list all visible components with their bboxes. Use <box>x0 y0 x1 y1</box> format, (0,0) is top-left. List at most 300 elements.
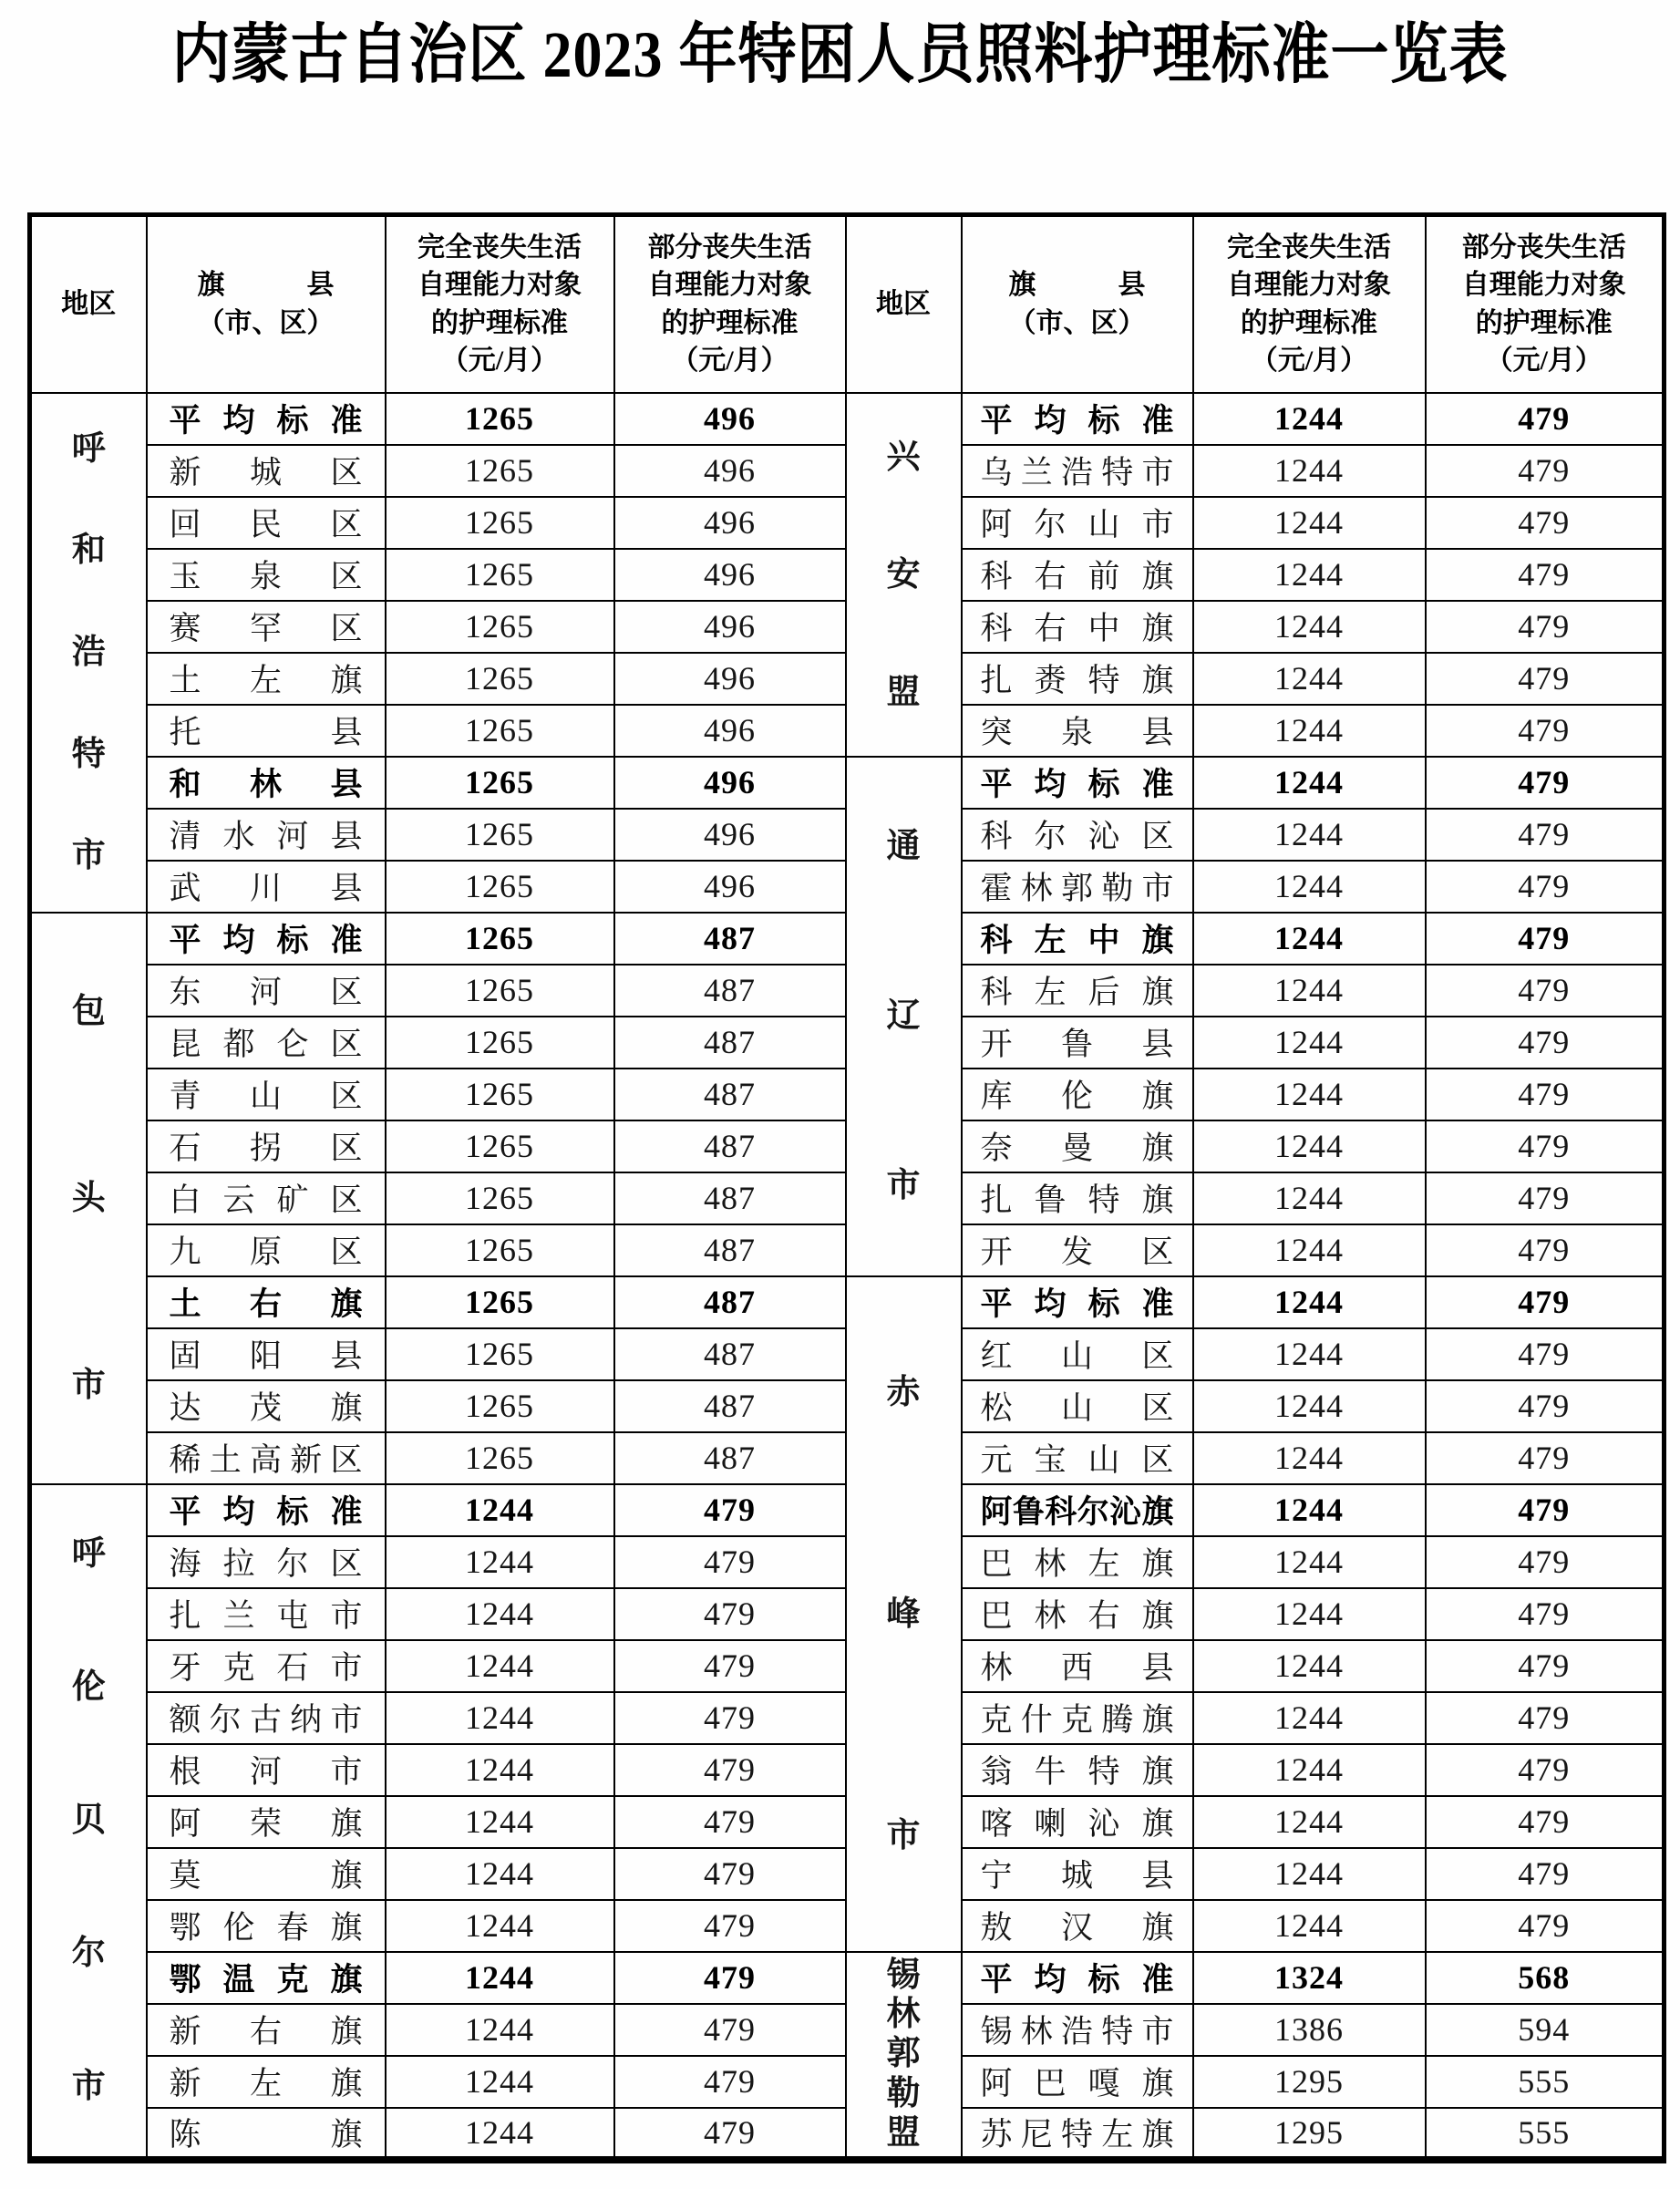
region-char: 市 <box>886 1816 921 1854</box>
county-name: 回民区 <box>169 507 363 542</box>
county-cell <box>147 549 386 601</box>
county-name: 平均标准 <box>169 1494 363 1530</box>
care-standard-full-cell: 1244 <box>1193 861 1426 913</box>
region-char: 伦 <box>71 1668 106 1707</box>
county-cell <box>962 965 1193 1017</box>
county-cell <box>147 705 386 757</box>
table-body <box>30 393 1665 2160</box>
care-standard-partial-cell: 479 <box>614 1848 846 1900</box>
county-name: 克什克腾旗 <box>980 1702 1174 1738</box>
county-cell <box>147 861 386 913</box>
county-cell <box>147 809 386 861</box>
county-name: 平均标准 <box>980 767 1174 802</box>
region-char: 市 <box>886 1167 921 1204</box>
county-name: 新右旗 <box>169 2014 363 2050</box>
county-cell <box>962 1588 1193 1640</box>
care-standard-full-cell: 1244 <box>1193 1744 1426 1796</box>
county-name: 库伦旗 <box>980 1079 1174 1114</box>
care-standard-full-cell: 1265 <box>386 1432 614 1484</box>
county-cell <box>147 1588 386 1640</box>
county-cell <box>962 1536 1193 1588</box>
region-char: 郭 <box>886 2035 921 2073</box>
county-name: 科左中旗 <box>980 923 1174 958</box>
region-char: 安 <box>886 555 921 594</box>
care-standard-full-cell: 1244 <box>1193 1224 1426 1276</box>
county-name: 赛罕区 <box>169 611 363 646</box>
region-label <box>32 918 146 1479</box>
county-cell <box>962 601 1193 653</box>
header-partial-line3: 的护理标准 <box>1475 307 1613 338</box>
care-standard-full-cell: 1265 <box>386 757 614 809</box>
county-name: 武川县 <box>169 871 363 906</box>
region-char: 兴 <box>886 438 921 476</box>
county-name: 托县 <box>169 715 363 750</box>
care-standard-partial-cell: 479 <box>1426 1692 1665 1744</box>
region-char: 林 <box>886 1996 921 2034</box>
care-standard-partial-cell: 487 <box>614 1276 846 1328</box>
county-name: 锡林浩特市 <box>980 2014 1174 2050</box>
region-char: 特 <box>71 735 106 773</box>
county-cell <box>962 2004 1193 2056</box>
table-row <box>30 757 1665 809</box>
care-standard-partial-cell: 479 <box>1426 1484 1665 1536</box>
care-standard-full-cell: 1244 <box>1193 913 1426 965</box>
county-cell <box>147 601 386 653</box>
care-standard-partial-cell: 479 <box>614 1900 846 1952</box>
county-name: 九原区 <box>169 1234 363 1270</box>
care-standard-partial-cell: 487 <box>614 1120 846 1172</box>
county-cell <box>962 1796 1193 1848</box>
region-label <box>847 398 961 751</box>
care-standard-full-cell: 1244 <box>1193 1692 1426 1744</box>
care-standard-partial-cell: 487 <box>614 913 846 965</box>
care-standard-full-cell: 1244 <box>386 1848 614 1900</box>
county-cell <box>962 1328 1193 1380</box>
region-char: 峰 <box>886 1595 921 1633</box>
care-standard-partial-cell: 479 <box>1426 1848 1665 1900</box>
header-region-label: 地区 <box>61 289 117 320</box>
care-standard-full-cell: 1265 <box>386 965 614 1017</box>
care-standard-partial-cell: 479 <box>614 1588 846 1640</box>
table-row <box>30 1276 1665 1328</box>
county-name: 白云矿区 <box>169 1182 363 1218</box>
county-cell <box>147 1224 386 1276</box>
care-standard-partial-cell: 496 <box>614 601 846 653</box>
care-standard-partial-cell: 487 <box>614 1172 846 1224</box>
county-name: 林西县 <box>980 1650 1174 1686</box>
region-char: 呼 <box>71 1535 106 1574</box>
care-standard-full-cell: 1244 <box>386 1952 614 2004</box>
care-standard-full-cell: 1265 <box>386 1017 614 1069</box>
care-standard-partial-cell: 487 <box>614 1380 846 1432</box>
table-row <box>30 1952 1665 2004</box>
care-standard-partial-cell: 479 <box>1426 1224 1665 1276</box>
care-standard-partial-cell: 479 <box>1426 1380 1665 1432</box>
county-cell <box>962 497 1193 549</box>
county-cell <box>147 1536 386 1588</box>
region-cell <box>846 1276 962 1952</box>
region-cell <box>30 913 147 1484</box>
county-cell <box>962 1744 1193 1796</box>
county-name: 乌兰浩特市 <box>980 455 1174 490</box>
county-name: 根河市 <box>169 1754 363 1790</box>
header-partial-line2: 自理能力对象 <box>647 270 812 301</box>
care-standard-full-cell: 1265 <box>386 549 614 601</box>
care-standard-partial-cell: 479 <box>1426 809 1665 861</box>
care-standard-partial-cell: 487 <box>614 1432 846 1484</box>
county-cell <box>962 1276 1193 1328</box>
care-standard-full-cell: 1324 <box>1193 1952 1426 2004</box>
region-cell <box>846 393 962 757</box>
header-full-line1: 完全丧失生活 <box>417 232 582 263</box>
county-cell <box>147 1276 386 1328</box>
care-standard-full-cell: 1244 <box>386 1900 614 1952</box>
care-standard-full-cell: 1265 <box>386 1069 614 1120</box>
county-name: 稀土高新区 <box>169 1442 363 1478</box>
care-standard-full-cell: 1265 <box>386 601 614 653</box>
care-standard-partial-cell: 479 <box>1426 1276 1665 1328</box>
care-standard-partial-cell: 479 <box>614 1796 846 1848</box>
header-region-label: 地区 <box>876 289 931 320</box>
care-standard-full-cell: 1244 <box>1193 1900 1426 1952</box>
header-partial-care-right <box>1426 215 1665 393</box>
county-cell <box>147 497 386 549</box>
region-char: 贝 <box>71 1801 106 1839</box>
county-name: 土左旗 <box>169 663 363 698</box>
care-standard-full-cell: 1244 <box>386 1536 614 1588</box>
county-name: 东河区 <box>169 975 363 1010</box>
care-standard-partial-cell: 479 <box>1426 1328 1665 1380</box>
care-standards-table <box>27 212 1666 2163</box>
care-standard-full-cell: 1244 <box>386 2004 614 2056</box>
care-standard-full-cell: 1265 <box>386 1120 614 1172</box>
county-name: 喀喇沁旗 <box>980 1806 1174 1842</box>
county-name: 鄂伦春旗 <box>169 1910 363 1946</box>
region-cell <box>30 1484 147 2160</box>
care-standard-full-cell: 1244 <box>1193 1276 1426 1328</box>
care-standard-partial-cell: 479 <box>1426 1744 1665 1796</box>
county-cell <box>962 1640 1193 1692</box>
county-cell <box>147 757 386 809</box>
region-cell <box>30 393 147 913</box>
care-standard-full-cell: 1265 <box>386 1172 614 1224</box>
region-cell <box>846 757 962 1276</box>
county-cell <box>147 1848 386 1900</box>
care-standard-full-cell: 1265 <box>386 653 614 705</box>
region-char: 尔 <box>71 1934 106 1972</box>
region-char: 辽 <box>886 997 921 1035</box>
care-standard-full-cell: 1244 <box>386 2056 614 2108</box>
header-full-line2: 自理能力对象 <box>1227 270 1391 301</box>
county-name: 平均标准 <box>169 403 363 439</box>
county-cell <box>147 1017 386 1069</box>
care-standard-full-cell: 1265 <box>386 445 614 497</box>
header-full-line3: 的护理标准 <box>431 307 568 338</box>
care-standard-full-cell: 1295 <box>1193 2108 1426 2160</box>
region-char: 市 <box>71 2067 106 2105</box>
county-name: 突泉县 <box>980 715 1174 750</box>
care-standard-partial-cell: 479 <box>1426 497 1665 549</box>
care-standard-full-cell: 1265 <box>386 913 614 965</box>
county-name: 青山区 <box>169 1079 363 1114</box>
care-standard-partial-cell: 479 <box>1426 393 1665 445</box>
header-full-line2: 自理能力对象 <box>417 270 582 301</box>
care-standard-partial-cell: 479 <box>614 1640 846 1692</box>
care-standard-full-cell: 1265 <box>386 705 614 757</box>
care-standard-full-cell: 1244 <box>386 1640 614 1692</box>
care-standard-full-cell: 1265 <box>386 809 614 861</box>
county-cell <box>147 1484 386 1536</box>
region-char: 赤 <box>886 1373 921 1411</box>
county-cell <box>147 1692 386 1744</box>
care-standard-full-cell: 1244 <box>1193 1328 1426 1380</box>
region-label <box>847 1282 961 1946</box>
care-standard-partial-cell: 496 <box>614 445 846 497</box>
county-name: 新左旗 <box>169 2066 363 2101</box>
region-label <box>32 398 146 907</box>
care-standard-partial-cell: 496 <box>614 653 846 705</box>
care-standard-partial-cell: 479 <box>614 1744 846 1796</box>
care-standard-full-cell: 1244 <box>1193 809 1426 861</box>
header-county-line2: （市、区） <box>197 307 335 338</box>
region-cell <box>846 1952 962 2160</box>
county-cell <box>147 1069 386 1120</box>
care-standard-full-cell: 1244 <box>1193 1069 1426 1120</box>
county-cell <box>147 2108 386 2160</box>
care-standard-full-cell: 1244 <box>386 1796 614 1848</box>
care-standard-partial-cell: 479 <box>1426 1900 1665 1952</box>
region-char: 通 <box>886 828 921 865</box>
region-char: 呼 <box>71 429 106 468</box>
county-name: 扎赉特旗 <box>980 663 1174 698</box>
header-county-line2: （市、区） <box>1008 307 1146 338</box>
care-standard-full-cell: 1295 <box>1193 2056 1426 2108</box>
county-name: 新城区 <box>169 455 363 490</box>
header-county-right <box>962 215 1193 393</box>
county-cell <box>147 1380 386 1432</box>
care-standard-partial-cell: 479 <box>1426 1017 1665 1069</box>
header-full-line4: （元/月） <box>1250 346 1368 377</box>
care-standard-partial-cell: 496 <box>614 497 846 549</box>
header-partial-care-left <box>614 215 846 393</box>
care-standard-partial-cell: 479 <box>1426 1172 1665 1224</box>
care-standard-full-cell: 1244 <box>386 1744 614 1796</box>
care-standard-full-cell: 1244 <box>1193 1120 1426 1172</box>
care-standard-full-cell: 1244 <box>386 1484 614 1536</box>
care-standard-partial-cell: 479 <box>1426 549 1665 601</box>
county-name: 巴林左旗 <box>980 1546 1174 1582</box>
care-standard-full-cell: 1244 <box>1193 1172 1426 1224</box>
care-standard-partial-cell: 496 <box>614 757 846 809</box>
care-standard-partial-cell: 487 <box>614 1224 846 1276</box>
care-standard-partial-cell: 479 <box>1426 653 1665 705</box>
county-cell <box>147 1120 386 1172</box>
header-partial-line1: 部分丧失生活 <box>647 232 812 263</box>
header-partial-line1: 部分丧失生活 <box>1461 232 1626 263</box>
county-cell <box>962 1069 1193 1120</box>
county-cell <box>962 2108 1193 2160</box>
care-standard-full-cell: 1265 <box>386 1224 614 1276</box>
care-standard-full-cell: 1265 <box>386 1276 614 1328</box>
region-char: 锡 <box>886 1957 921 1995</box>
county-cell <box>147 913 386 965</box>
care-standard-full-cell: 1265 <box>386 1328 614 1380</box>
care-standard-partial-cell: 479 <box>1426 705 1665 757</box>
county-cell <box>962 1900 1193 1952</box>
care-standard-partial-cell: 479 <box>614 1692 846 1744</box>
care-standard-full-cell: 1244 <box>1193 549 1426 601</box>
county-name: 莫旗 <box>169 1858 363 1894</box>
care-standard-partial-cell: 479 <box>1426 601 1665 653</box>
county-cell <box>962 1017 1193 1069</box>
header-row <box>30 215 1665 393</box>
care-standard-full-cell: 1244 <box>1193 1432 1426 1484</box>
care-standard-partial-cell: 479 <box>1426 1796 1665 1848</box>
county-cell <box>962 1432 1193 1484</box>
region-char: 盟 <box>886 2113 921 2152</box>
county-name: 科右前旗 <box>980 559 1174 594</box>
region-label <box>32 1488 146 2153</box>
care-standard-full-cell: 1244 <box>1193 1848 1426 1900</box>
county-name: 阿尔山市 <box>980 507 1174 542</box>
county-name: 额尔古纳市 <box>169 1702 363 1738</box>
care-standard-partial-cell: 496 <box>614 705 846 757</box>
county-name: 翁牛特旗 <box>980 1754 1174 1790</box>
county-cell <box>962 1952 1193 2004</box>
care-standard-full-cell: 1244 <box>386 1588 614 1640</box>
care-standard-partial-cell: 487 <box>614 965 846 1017</box>
care-standard-partial-cell: 479 <box>1426 1536 1665 1588</box>
county-name: 土右旗 <box>169 1286 363 1322</box>
county-cell <box>962 2056 1193 2108</box>
county-name: 平均标准 <box>980 403 1174 439</box>
region-char: 头 <box>71 1179 106 1217</box>
care-standard-full-cell: 1244 <box>1193 1640 1426 1692</box>
county-name: 昆都仑区 <box>169 1027 363 1062</box>
region-char: 包 <box>71 992 106 1030</box>
care-standard-partial-cell: 479 <box>1426 965 1665 1017</box>
care-standard-full-cell: 1265 <box>386 861 614 913</box>
care-standard-partial-cell: 479 <box>614 1484 846 1536</box>
county-name: 宁城县 <box>980 1858 1174 1894</box>
care-standard-full-cell: 1244 <box>1193 1017 1426 1069</box>
page-title: 内蒙古自治区 2023 年特困人员照料护理标准一览表 <box>171 17 1509 91</box>
care-standard-partial-cell: 479 <box>1426 861 1665 913</box>
county-cell <box>962 705 1193 757</box>
county-cell <box>147 393 386 445</box>
county-cell <box>962 757 1193 809</box>
county-name: 开发区 <box>980 1234 1174 1270</box>
care-standard-full-cell: 1244 <box>1193 1484 1426 1536</box>
header-partial-line4: （元/月） <box>1485 346 1603 377</box>
care-standard-full-cell: 1244 <box>1193 1536 1426 1588</box>
county-name: 陈旗 <box>169 2116 363 2153</box>
county-name: 固阳县 <box>169 1338 363 1374</box>
care-standard-partial-cell: 479 <box>1426 1069 1665 1120</box>
county-name: 鄂温克旗 <box>169 1962 363 1998</box>
county-cell <box>147 1744 386 1796</box>
care-standard-partial-cell: 496 <box>614 393 846 445</box>
county-cell <box>962 549 1193 601</box>
county-cell <box>147 965 386 1017</box>
county-cell <box>962 861 1193 913</box>
care-standard-partial-cell: 479 <box>614 2108 846 2160</box>
county-name: 敖汉旗 <box>980 1910 1174 1946</box>
care-standard-partial-cell: 568 <box>1426 1952 1665 2004</box>
county-name: 阿鲁科尔沁旗 <box>980 1494 1174 1530</box>
county-name: 霍林郭勒市 <box>980 871 1174 906</box>
care-standard-full-cell: 1244 <box>1193 705 1426 757</box>
county-cell <box>962 445 1193 497</box>
header-full-line1: 完全丧失生活 <box>1227 232 1391 263</box>
care-standard-full-cell: 1244 <box>1193 393 1426 445</box>
county-cell <box>962 1692 1193 1744</box>
county-name: 科尔沁区 <box>980 819 1174 854</box>
header-region-right <box>846 215 962 393</box>
county-cell <box>962 1848 1193 1900</box>
county-name: 红山区 <box>980 1338 1174 1374</box>
county-name: 石拐区 <box>169 1131 363 1166</box>
region-label <box>847 762 961 1271</box>
county-cell <box>962 1224 1193 1276</box>
care-standard-partial-cell: 487 <box>614 1017 846 1069</box>
care-standard-partial-cell: 479 <box>1426 1588 1665 1640</box>
care-standard-full-cell: 1244 <box>1193 653 1426 705</box>
county-cell <box>147 1900 386 1952</box>
county-name: 和林县 <box>169 767 363 802</box>
care-standard-full-cell: 1244 <box>1193 1380 1426 1432</box>
care-standard-partial-cell: 487 <box>614 1069 846 1120</box>
county-cell <box>147 1640 386 1692</box>
care-standard-partial-cell: 479 <box>1426 1640 1665 1692</box>
care-standard-full-cell: 1244 <box>1193 445 1426 497</box>
county-name: 平均标准 <box>980 1962 1174 1998</box>
county-name: 阿荣旗 <box>169 1806 363 1842</box>
care-standard-partial-cell: 479 <box>1426 1432 1665 1484</box>
region-char: 市 <box>71 1366 106 1404</box>
county-cell <box>962 1120 1193 1172</box>
region-label <box>847 1956 961 2153</box>
care-standard-partial-cell: 496 <box>614 549 846 601</box>
header-county-left <box>147 215 386 393</box>
care-standard-partial-cell: 496 <box>614 809 846 861</box>
care-standard-partial-cell: 555 <box>1426 2056 1665 2108</box>
header-partial-line3: 的护理标准 <box>661 307 799 338</box>
county-cell <box>147 1328 386 1380</box>
header-county-line1: 旗 县 <box>1008 270 1146 301</box>
header-full-line3: 的护理标准 <box>1241 307 1377 338</box>
care-standard-partial-cell: 479 <box>1426 1120 1665 1172</box>
region-char: 市 <box>71 837 106 875</box>
care-standard-partial-cell: 479 <box>1426 445 1665 497</box>
header-region-left <box>30 215 147 393</box>
county-name: 松山区 <box>980 1390 1174 1426</box>
county-cell <box>962 1484 1193 1536</box>
county-cell <box>962 809 1193 861</box>
county-name: 牙克石市 <box>169 1650 363 1686</box>
county-cell <box>962 1172 1193 1224</box>
county-name: 扎鲁特旗 <box>980 1182 1174 1218</box>
region-char: 浩 <box>71 633 106 671</box>
care-standard-full-cell: 1244 <box>386 1692 614 1744</box>
care-standard-partial-cell: 479 <box>614 1536 846 1588</box>
care-standard-full-cell: 1265 <box>386 393 614 445</box>
county-name: 开鲁县 <box>980 1027 1174 1062</box>
county-cell <box>147 2004 386 2056</box>
care-standard-full-cell: 1244 <box>1193 965 1426 1017</box>
care-standard-partial-cell: 496 <box>614 861 846 913</box>
header-partial-line4: （元/月） <box>671 346 788 377</box>
